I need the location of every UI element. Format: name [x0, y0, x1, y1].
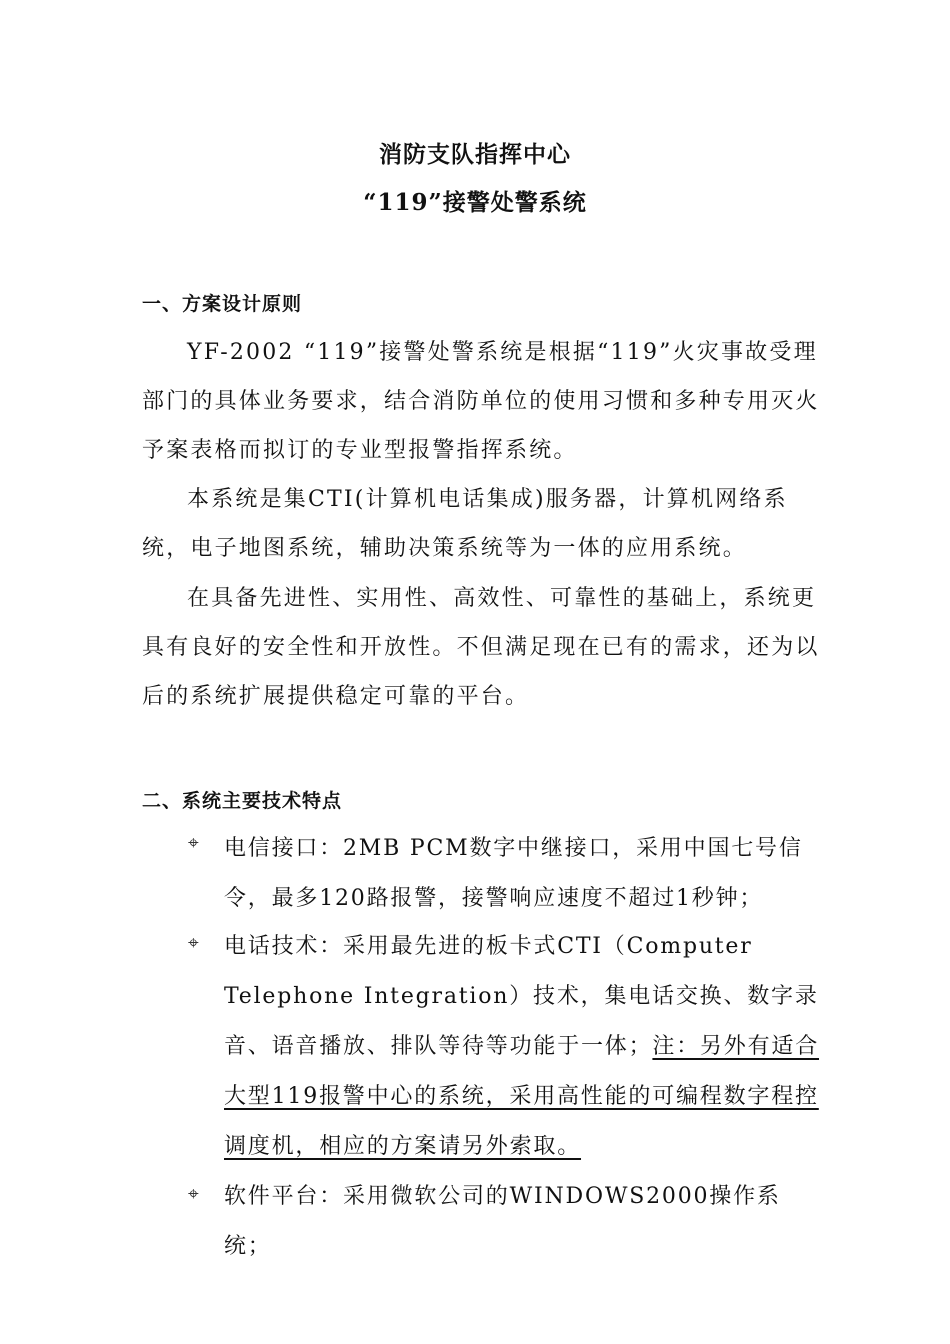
feature-item-telecom-interface: [224, 824, 819, 924]
paragraph-system-overview: YF-2002 “119”接警处警系统是根据“119”火灾事故受理部门的具体业务要求，结合消防单位的使用习惯和多种专用灭火予案表格而拟订的专业型报警指挥系统。: [142, 340, 820, 463]
feature-item-text: 电话技术：采用最先进的板卡式CTI（Computer Telephone Integration）技术，集电话交换、数字录音、语音播放、排队等待等功能于一体；: [224, 934, 819, 1059]
document-subtitle: “119”接警处警系统: [363, 189, 587, 216]
bullet-icon: ⌖: [188, 932, 199, 954]
section-heading-technical-features: 二、系统主要技术特点: [142, 790, 343, 812]
bullet-icon: ⌖: [188, 832, 199, 854]
feature-item-telephony: [224, 922, 819, 1172]
section-heading-design-principles: 一、方案设计原则: [142, 293, 303, 315]
document-title: 消防支队指挥中心: [379, 141, 571, 168]
feature-item-text: 电信接口：2MB PCM数字中继接口，采用中国七号信令，最多120路报警，接警响应速度不超过1秒钟；: [224, 836, 803, 911]
bullet-icon: ⌖: [188, 1183, 199, 1205]
feature-item-note: 注：另外有适合大型119报警中心的系统，采用高性能的可编程数字程控调度机，相应的方案请另外索取。: [224, 1034, 820, 1159]
paragraph-system-qualities: 在具备先进性、实用性、高效性、可靠性的基础上，系统更具有良好的安全性和开放性。不但满足现在已有的需求，还为以后的系统扩展提供稳定可靠的平台。: [142, 586, 820, 709]
feature-item-software-platform: [224, 1172, 819, 1272]
feature-item-text: 软件平台：采用微软公司的WINDOWS2000操作系统；: [224, 1184, 781, 1259]
paragraph-system-composition: 本系统是集CTI(计算机电话集成)服务器，计算机网络系统，电子地图系统，辅助决策系统等为一体的应用系统。: [142, 487, 788, 561]
